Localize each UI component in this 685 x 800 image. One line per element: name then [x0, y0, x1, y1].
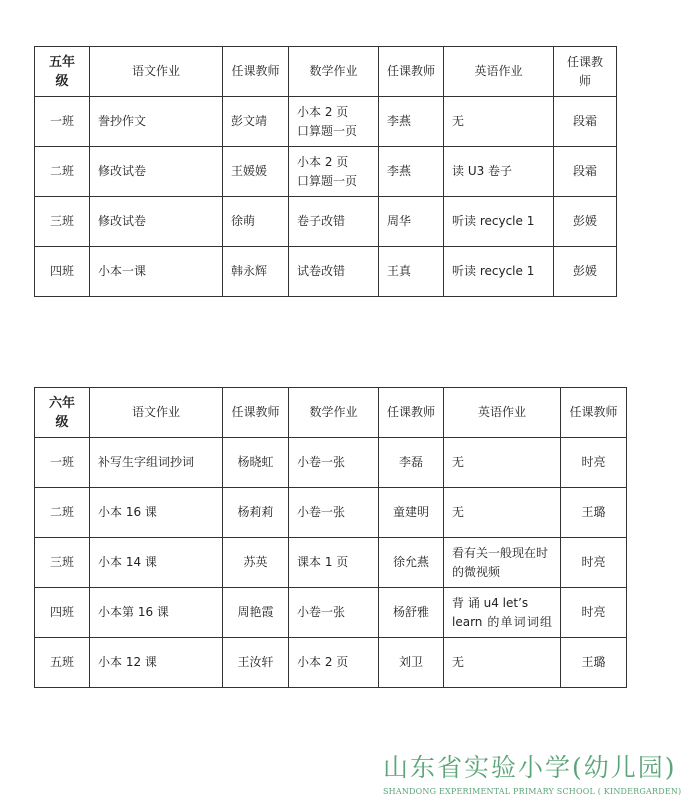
- class-name: 二班: [35, 147, 90, 197]
- class-name: 三班: [35, 538, 90, 588]
- chinese-homework: 修改试卷: [90, 147, 223, 197]
- table-row: [35, 488, 627, 538]
- chinese-teacher: 杨晓虹: [223, 438, 289, 488]
- english-homework: 无: [444, 97, 554, 147]
- table-row: [35, 588, 627, 638]
- table-row: [35, 197, 617, 247]
- grade5-homework-table: [34, 46, 617, 297]
- table-row: [35, 438, 627, 488]
- math-teacher: 李燕: [379, 97, 444, 147]
- english-homework: 无: [444, 438, 561, 488]
- math-homework: 小卷一张: [289, 438, 379, 488]
- chinese-teacher: 苏英: [223, 538, 289, 588]
- chinese-teacher: 韩永辉: [223, 247, 289, 297]
- english-teacher: 时亮: [561, 438, 627, 488]
- chinese-homework: 小本 14 课: [90, 538, 223, 588]
- math-teacher: 周华: [379, 197, 444, 247]
- math-homework: [289, 147, 379, 197]
- english-teacher: 王璐: [561, 488, 627, 538]
- grade6-homework-table: [34, 387, 627, 688]
- chinese-teacher: 杨莉莉: [223, 488, 289, 538]
- english-homework: 无: [444, 638, 561, 688]
- english-teacher: 彭媛: [554, 197, 617, 247]
- chinese-homework: 小本第 16 课: [90, 588, 223, 638]
- math-teacher: 李磊: [379, 438, 444, 488]
- math-line: 口算题一页: [297, 123, 358, 138]
- math-homework: 小本 2 页: [289, 638, 379, 688]
- header-chinese: 语文作业: [90, 388, 223, 438]
- math-homework: 小卷一张: [289, 488, 379, 538]
- header-chinese: 语文作业: [90, 47, 223, 97]
- grade-label: 六年级: [35, 388, 90, 438]
- english-homework: 无: [444, 488, 561, 538]
- english-homework: 听读 recycle 1: [444, 247, 554, 297]
- math-teacher: 王真: [379, 247, 444, 297]
- chinese-teacher: 王汝轩: [223, 638, 289, 688]
- math-line: 口算题一页: [297, 173, 358, 188]
- table-row: [35, 247, 617, 297]
- chinese-homework: 小本一课: [90, 247, 223, 297]
- math-homework: 卷子改错: [289, 197, 379, 247]
- english-teacher: 时亮: [561, 538, 627, 588]
- header-math: 数学作业: [289, 388, 379, 438]
- math-teacher: 李燕: [379, 147, 444, 197]
- class-name: 五班: [35, 638, 90, 688]
- header-english: 英语作业: [444, 388, 561, 438]
- math-line: 小本 2 页: [297, 154, 349, 169]
- header-math: 数学作业: [289, 47, 379, 97]
- chinese-homework: 小本 16 课: [90, 488, 223, 538]
- english-teacher: 时亮: [561, 588, 627, 638]
- english-homework: 背 诵 u4 let’s learn 的单词词组: [444, 588, 561, 638]
- english-teacher: 彭媛: [554, 247, 617, 297]
- table-row: [35, 97, 617, 147]
- chinese-homework: 修改试卷: [90, 197, 223, 247]
- table-row: [35, 638, 627, 688]
- math-teacher: 童建明: [379, 488, 444, 538]
- header-teacher: 任课教师: [554, 47, 617, 97]
- english-teacher: 王璐: [561, 638, 627, 688]
- table-row: [35, 147, 617, 197]
- english-homework: 听读 recycle 1: [444, 197, 554, 247]
- class-name: 四班: [35, 588, 90, 638]
- chinese-teacher: 彭文靖: [223, 97, 289, 147]
- header-teacher: 任课教师: [379, 388, 444, 438]
- table-row: [35, 538, 627, 588]
- math-homework: 小卷一张: [289, 588, 379, 638]
- header-english: 英语作业: [444, 47, 554, 97]
- math-homework: 课本 1 页: [289, 538, 379, 588]
- school-logo: [383, 748, 683, 796]
- class-name: 一班: [35, 438, 90, 488]
- header-teacher: 任课教师: [379, 47, 444, 97]
- school-name-english: SHANDONG EXPERIMENTAL PRIMARY SCHOOL ( KINDERGARDEN): [383, 787, 682, 796]
- chinese-homework: 小本 12 课: [90, 638, 223, 688]
- math-homework: [289, 97, 379, 147]
- table-header-row: [35, 47, 617, 97]
- chinese-homework: 誊抄作文: [90, 97, 223, 147]
- chinese-homework: 补写生字组词抄词: [90, 438, 223, 488]
- grade-label: 五年级: [35, 47, 90, 97]
- class-name: 三班: [35, 197, 90, 247]
- header-teacher: 任课教师: [223, 47, 289, 97]
- math-line: 小本 2 页: [297, 104, 349, 119]
- school-name-chinese: 山东省实验小学(幼儿园): [383, 753, 677, 782]
- chinese-teacher: 徐萌: [223, 197, 289, 247]
- english-homework: 读 U3 卷子: [444, 147, 554, 197]
- class-name: 四班: [35, 247, 90, 297]
- header-teacher: 任课教师: [223, 388, 289, 438]
- math-teacher: 徐允燕: [379, 538, 444, 588]
- header-teacher: 任课教师: [561, 388, 627, 438]
- class-name: 一班: [35, 97, 90, 147]
- english-homework: 看有关一般现在时的微视频: [444, 538, 561, 588]
- math-teacher: 杨舒雅: [379, 588, 444, 638]
- math-teacher: 刘卫: [379, 638, 444, 688]
- chinese-teacher: 王媛媛: [223, 147, 289, 197]
- chinese-teacher: 周艳霞: [223, 588, 289, 638]
- math-homework: 试卷改错: [289, 247, 379, 297]
- english-teacher: 段霜: [554, 97, 617, 147]
- table-header-row: [35, 388, 627, 438]
- class-name: 二班: [35, 488, 90, 538]
- english-teacher: 段霜: [554, 147, 617, 197]
